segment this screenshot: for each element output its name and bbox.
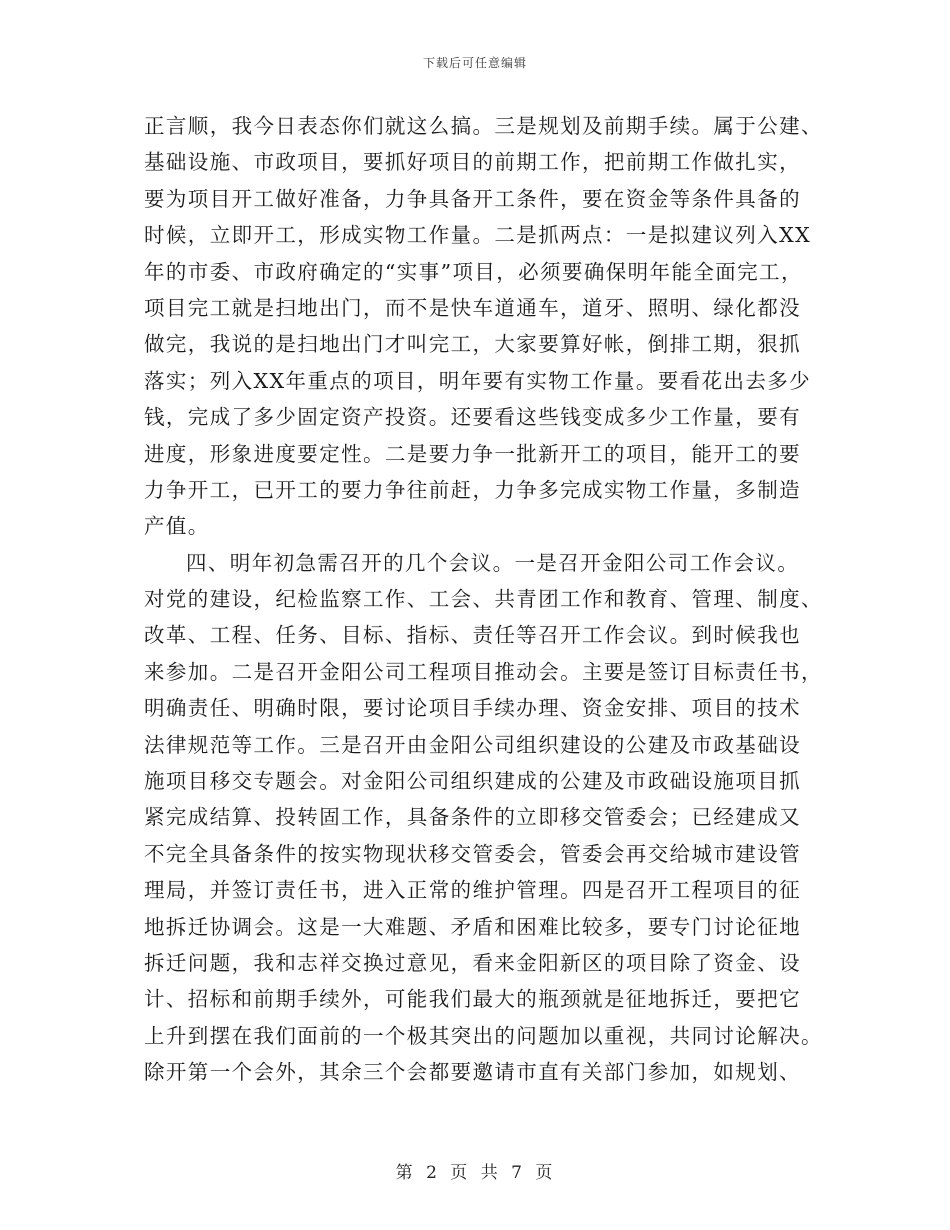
document-body xyxy=(144,108,823,1091)
text-line: 做完，我说的是扫地出门才叫完工，大家要算好帐，倒排工期，狠抓 xyxy=(144,332,801,357)
text-line: 年的市委、市政府确定的“实事”项目，必须要确保明年能全面完工， xyxy=(144,259,803,284)
text-line: 上升到摆在我们面前的一个极其突出的问题加以重视，共同讨论解决。 xyxy=(144,1023,823,1048)
text-line: 明确责任、明确时限，要讨论项目手续办理、资金安排、项目的技术 xyxy=(144,696,801,721)
text-line: 基础设施、市政项目，要抓好项目的前期工作，把前期工作做扎实， xyxy=(144,150,801,175)
text-line: 产值。 xyxy=(144,514,210,539)
paragraph-start-line: 四、明年初急需召开的几个会议。一是召开金阳公司工作会议。 xyxy=(186,550,800,575)
text-line: 力争开工，已开工的要力争往前赶，力争多完成实物工作量，多制造 xyxy=(144,477,801,502)
page-number: 第 2 页 共 7 页 xyxy=(395,1163,555,1183)
text-line: 项目完工就是扫地出门，而不是快车道通车，道牙、照明、绿化都没 xyxy=(144,295,801,320)
text-line: 施项目移交专题会。对金阳公司组织建成的公建及市政础设施项目抓 xyxy=(144,769,801,794)
text-line: 时候，立即开工，形成实物工作量。二是抓两点：一是拟建议列入XX xyxy=(144,223,812,248)
text-line: 进度，形象进度要定性。二是要力争一批新开工的项目，能开工的要 xyxy=(144,441,801,466)
text-line: 来参加。二是召开金阳公司工程项目推动会。主要是签订目标责任书， xyxy=(144,659,823,684)
text-line: 钱，完成了多少固定资产投资。还要看这些钱变成多少工作量，要有 xyxy=(144,405,801,430)
text-line: 正言顺，我今日表态你们就这么搞。三是规划及前期手续。属于公建、 xyxy=(144,114,823,138)
text-line: 紧完成结算、投转固工作，具备条件的立即移交管委会；已经建成又 xyxy=(144,805,801,830)
text-line: 地拆迁协调会。这是一大难题、矛盾和困难比较多，要专门讨论征地 xyxy=(144,914,801,939)
text-line: 落实；列入XX年重点的项目，明年要有实物工作量。要看花出去多少 xyxy=(144,368,812,393)
text-line: 除开第一个会外，其余三个会都要邀请市直有关部门参加，如规划、 xyxy=(144,1060,801,1085)
text-line: 对党的建设，纪检监察工作、工会、共青团工作和教育、管理、制度、 xyxy=(144,587,823,612)
page-header-note: 下载后可任意编辑 xyxy=(422,56,527,70)
text-line: 改革、工程、任务、目标、指标、责任等召开工作会议。到时候我也 xyxy=(144,623,801,648)
text-line: 要为项目开工做好准备，力争具备开工条件，要在资金等条件具备的 xyxy=(144,186,801,211)
text-line: 理局，并签订责任书，进入正常的维护管理。四是召开工程项目的征 xyxy=(144,878,801,903)
text-line: 法律规范等工作。三是召开由金阳公司组织建设的公建及市政基础设 xyxy=(144,732,801,757)
text-line: 计、招标和前期手续外，可能我们最大的瓶颈就是征地拆迁，要把它 xyxy=(144,987,801,1012)
text-line: 拆迁问题，我和志祥交换过意见，看来金阳新区的项目除了资金、设 xyxy=(144,950,801,975)
text-line: 不完全具备条件的按实物现状移交管委会，管委会再交给城市建设管 xyxy=(144,841,801,866)
